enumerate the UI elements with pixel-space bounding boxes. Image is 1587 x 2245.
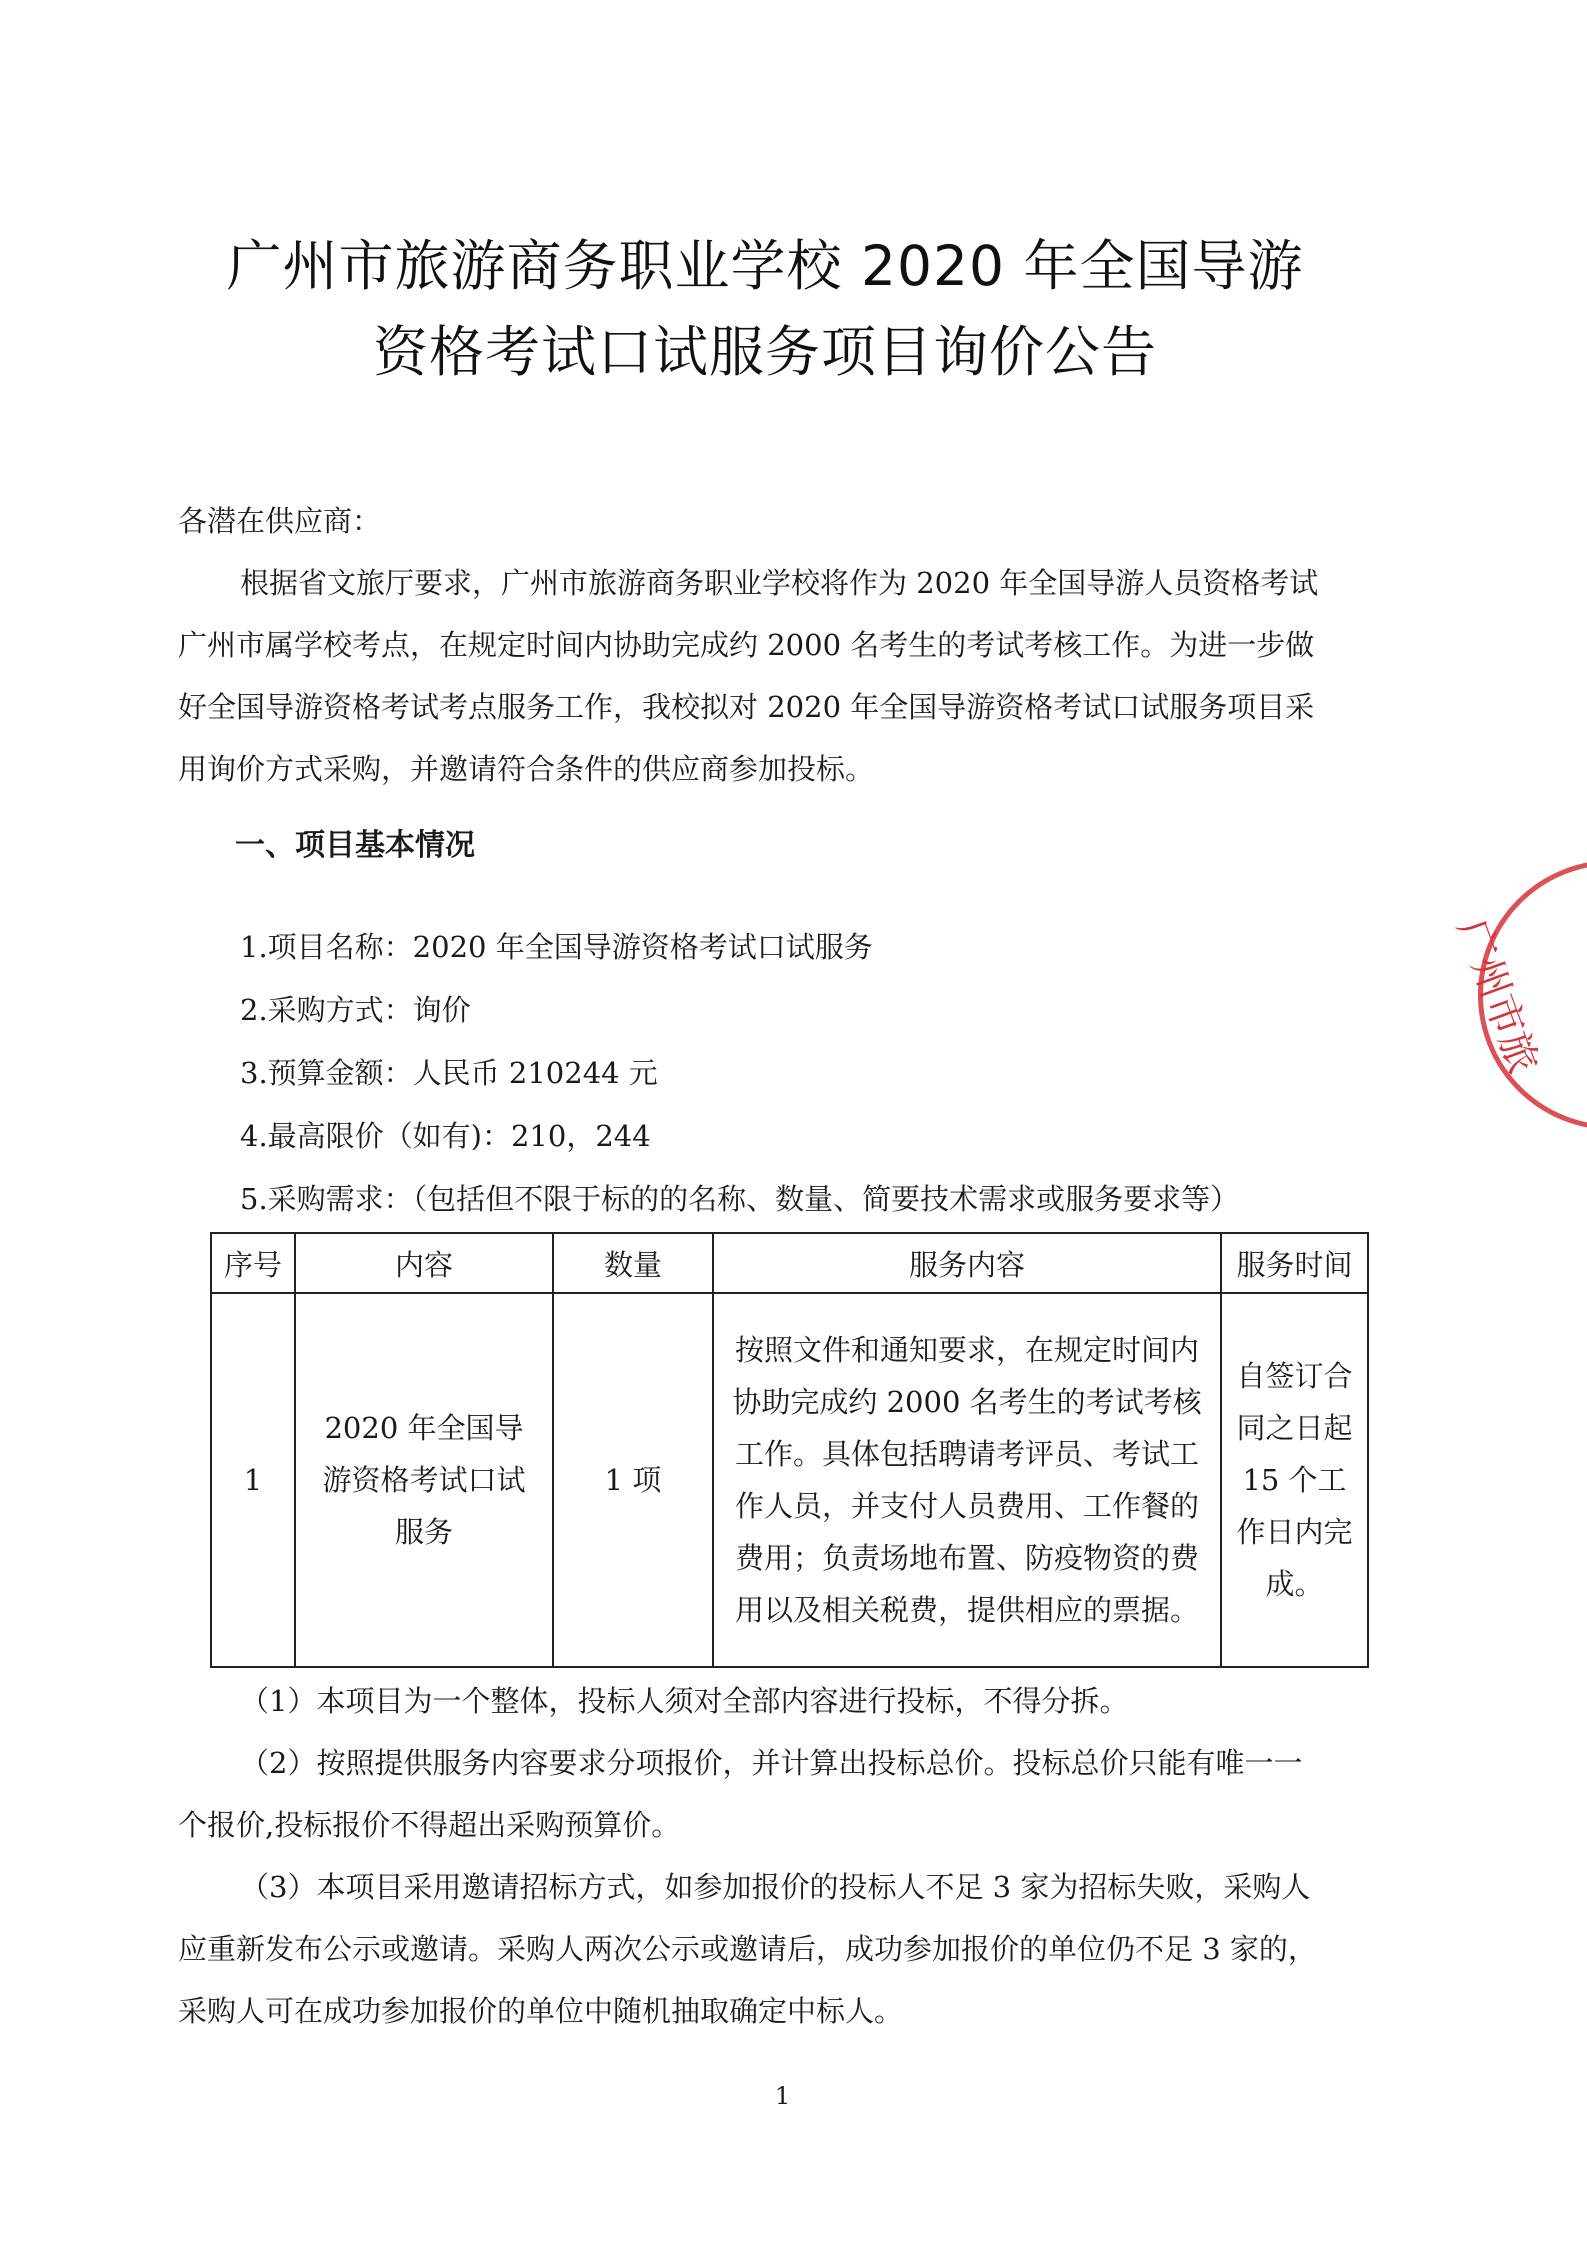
intro-line: 好全国导游资格考试考点服务工作，我校拟对 2020 年全国导游资格考试口试服务项目采 [178, 690, 1315, 724]
cell-content: 2020 年全国导游资格考试口试服务 [295, 1293, 553, 1667]
intro [178, 490, 1400, 800]
header-service: 服务内容 [713, 1233, 1221, 1293]
salutation: 各潜在供应商： [178, 504, 382, 538]
header-time: 服务时间 [1221, 1233, 1368, 1293]
intro-line: 广州市属学校考点，在规定时间内协助完成约 2000 名考生的考试考核工作。为进一步做 [178, 628, 1315, 662]
note-line: 个报价,投标报价不得超出采购预算价。 [178, 1808, 681, 1842]
item-requirements: 5.采购需求：（包括但不限于标的的名称、数量、简要技术需求或服务要求等） [240, 1182, 1240, 1216]
page-number: 1 [775, 2082, 791, 2110]
header-qty: 数量 [553, 1233, 713, 1293]
intro-line: 用询价方式采购，并邀请符合条件的供应商参加投标。 [178, 752, 875, 786]
item-project-name: 1.项目名称：2020 年全国导游资格考试口试服务 [240, 930, 873, 964]
item-max-price: 4.最高限价（如有)：210，244 [240, 1119, 651, 1153]
item-procurement-method: 2.采购方式：询价 [240, 993, 471, 1027]
intro-line: 根据省文旅厅要求，广州市旅游商务职业学校将作为 2020 年全国导游人员资格考试 [240, 566, 1319, 600]
seal-text: 广州市旅 [1448, 913, 1547, 1080]
header-no: 序号 [211, 1233, 295, 1293]
note-line: （1）本项目为一个整体，投标人须对全部内容进行投标，不得分拆。 [240, 1684, 1129, 1718]
title-line-2: 资格考试口试服务项目询价公告 [372, 320, 1157, 384]
note-line: 应重新发布公示或邀请。采购人两次公示或邀请后，成功参加报价的单位仍不足 3 家的， [178, 1932, 1317, 1966]
section-heading: 一、项目基本情况 [235, 828, 475, 863]
cell-qty: 1 项 [553, 1293, 713, 1667]
cell-time: 自签订合同之日起 15 个工作日内完成。 [1221, 1293, 1368, 1667]
table-row [211, 1293, 1368, 1667]
requirements-table [210, 1232, 1369, 1668]
header-content: 内容 [295, 1233, 553, 1293]
note-line: 采购人可在成功参加报价的单位中随机抽取确定中标人。 [178, 1994, 904, 2028]
notes [178, 1670, 1400, 2042]
table-header-row [211, 1233, 1368, 1293]
item-budget: 3.预算金额：人民币 210244 元 [240, 1056, 658, 1090]
cell-service: 按照文件和通知要求，在规定时间内协助完成约 2000 名考生的考试考核工作。具体包括聘请考评员、考试工作人员，并支付人员费用、工作餐的费用；负责场地布置、防疫物资的费用以及相关税费，提供相应的票据。 [713, 1293, 1221, 1667]
note-line: （3）本项目采用邀请招标方式，如参加报价的投标人不足 3 家为招标失败，采购人 [240, 1870, 1311, 1904]
title-line-1: 广州市旅游商务职业学校 2020 年全国导游 [226, 234, 1304, 298]
cell-no: 1 [211, 1293, 295, 1667]
note-line: （2）按照提供服务内容要求分项报价，并计算出投标总价。投标总价只能有唯一一 [240, 1746, 1303, 1780]
